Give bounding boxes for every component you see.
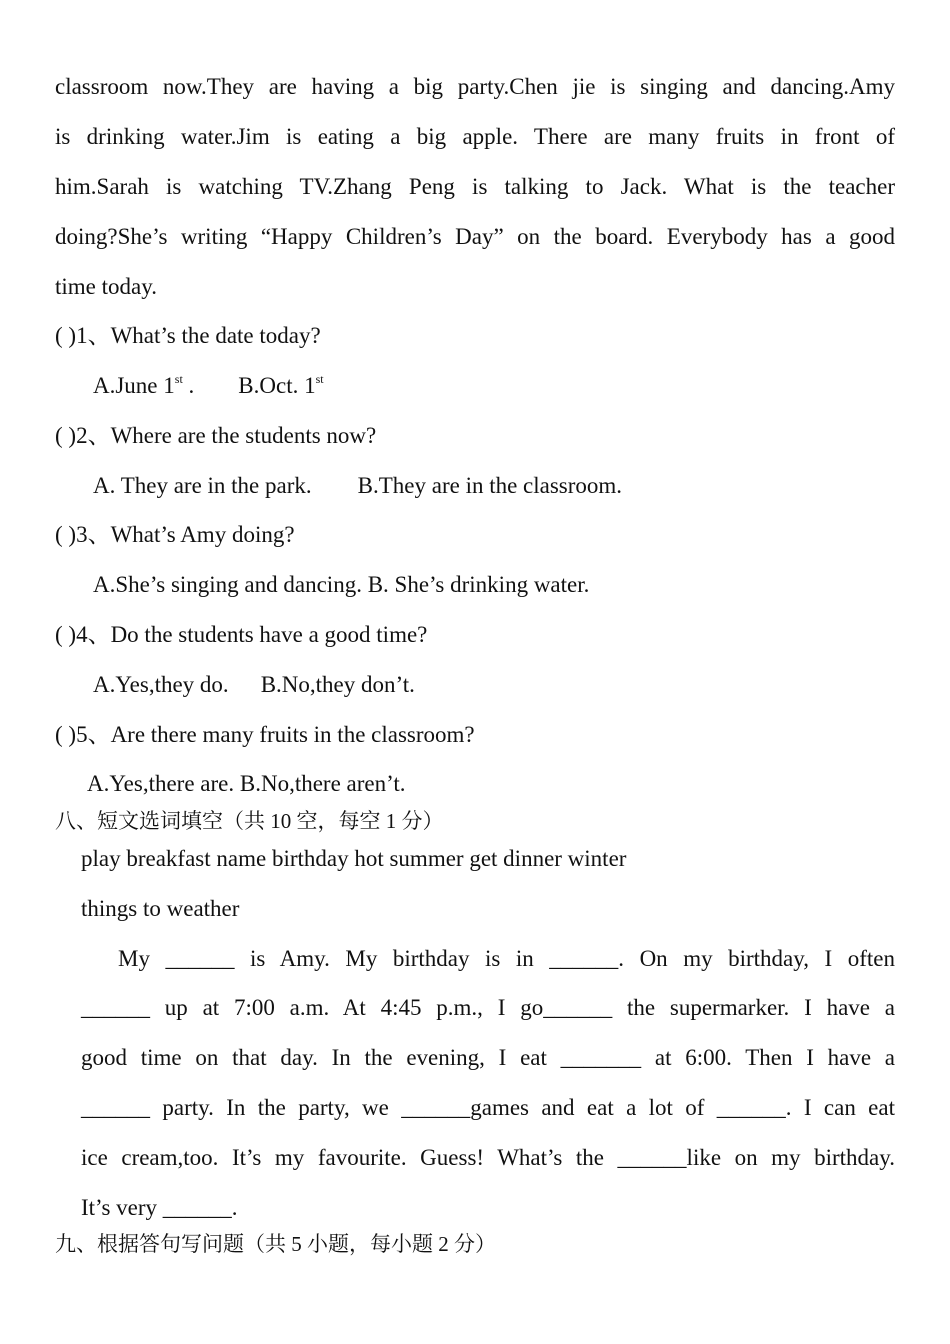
question-2-options	[93, 471, 933, 501]
cloze-line-1: My ______ is Amy. My birthday is in ______. On my birthday, I often	[118, 946, 895, 971]
question-1-stem: ( )1、What’s the date today?	[55, 323, 321, 348]
question-2-stem: ( )2、Where are the students now?	[55, 423, 377, 448]
question-4-stem: ( )4、Do the students have a good time?	[55, 622, 428, 647]
question-2-option-a: A. They are in the park.	[93, 473, 312, 498]
question-1-option-a: A.June 1st .	[93, 372, 195, 398]
section-8-heading: 八、短文选词填空（共 10 空，每空 1 分）	[55, 809, 444, 833]
cloze-line-3: good time on that day. In the evening, I eat _______ at 6:00. Then I have a	[81, 1045, 895, 1070]
question-5-stem: ( )5、Are there many fruits in the classroom?	[55, 722, 475, 747]
question-1-options	[93, 371, 933, 401]
question-2-option-b: B.They are in the classroom.	[357, 473, 623, 498]
question-3-options: A.She’s singing and dancing. B. She’s drinking water.	[93, 572, 590, 597]
section-9-heading: 九、根据答句写问题（共 5 小题，每小题 2 分）	[55, 1232, 496, 1256]
passage-line-3: him.Sarah is watching TV.Zhang Peng is talking to Jack. What is the teacher	[55, 174, 895, 199]
cloze-line-4: ______ party. In the party, we ______games and eat a lot of ______. I can eat	[81, 1095, 895, 1120]
question-4-option-a: A.Yes,they do.	[93, 672, 229, 697]
question-5-options: A.Yes,there are. B.No,there aren’t.	[87, 771, 406, 796]
question-4-options	[93, 670, 933, 700]
passage-line-4: doing?She’s writing “Happy Children’s Day” on the board. Everybody has a good	[55, 224, 895, 249]
question-4-option-b: B.No,they don’t.	[260, 672, 415, 697]
passage-line-1: classroom now.They are having a big party.Chen jie is singing and dancing.Amy	[55, 74, 895, 99]
cloze-line-5: ice cream,too. It’s my favourite. Guess! What’s the ______like on my birthday.	[81, 1145, 895, 1170]
cloze-line-2: ______ up at 7:00 a.m. At 4:45 p.m., I go______ the supermarker. I have a	[81, 995, 895, 1020]
cloze-line-6: It’s very ______.	[81, 1195, 238, 1220]
question-1-option-b: B.Oct. 1st	[238, 372, 324, 398]
passage-line-5: time today.	[55, 274, 157, 299]
passage-line-2: is drinking water.Jim is eating a big apple. There are many fruits in front of	[55, 124, 895, 149]
word-bank-line-1: play breakfast name birthday hot summer get dinner winter	[81, 846, 627, 871]
word-bank-line-2: things to weather	[81, 896, 240, 921]
question-3-stem: ( )3、What’s Amy doing?	[55, 522, 295, 547]
